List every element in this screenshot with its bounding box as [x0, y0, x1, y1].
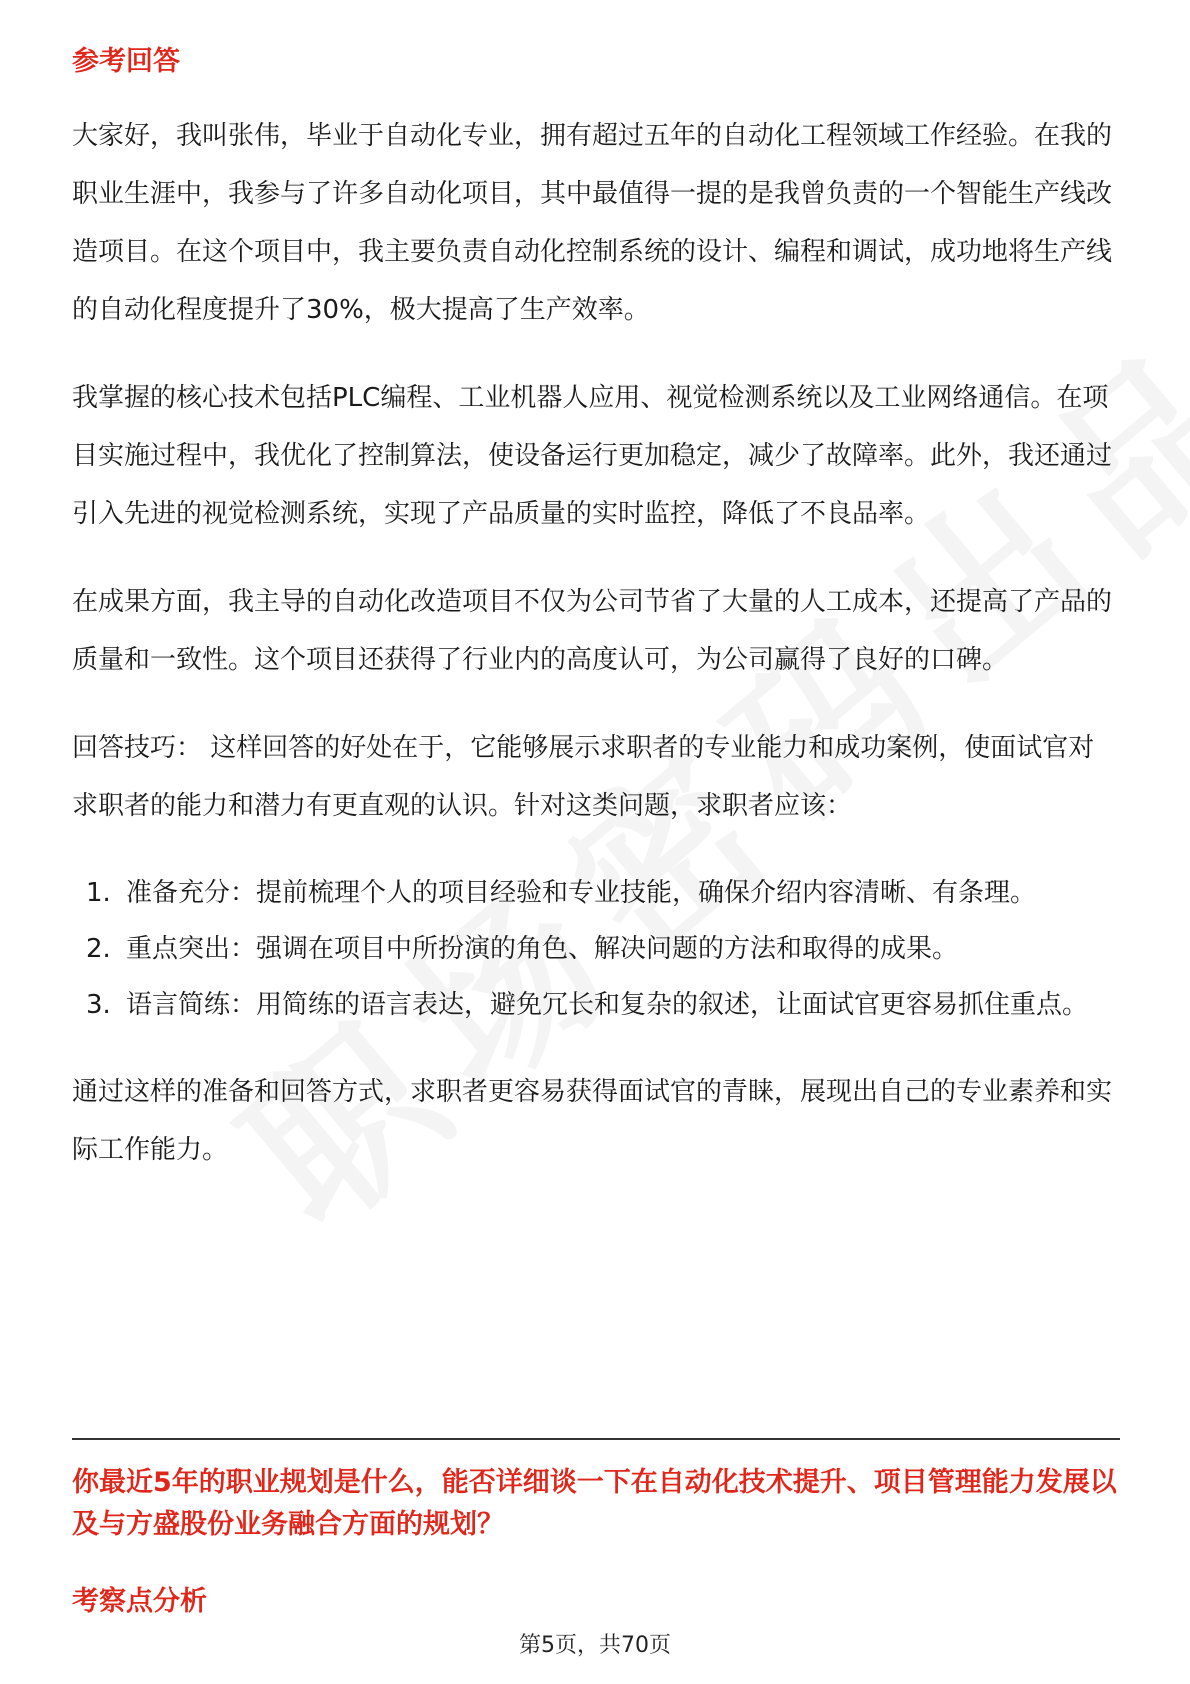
tips-list-item	[72, 977, 1120, 1033]
closing-paragraph: 通过这样的准备和回答方式，求职者更容易获得面试官的青睐，展现出自己的专业素养和实际工作能力。	[72, 1077, 1113, 1166]
tips-list-text: 重点突出：强调在项目中所扮演的角色、解决问题的方法和取得的成果。	[126, 934, 959, 965]
page-number-footer: 第5页，共70页	[519, 1633, 671, 1658]
next-question-heading: 你最近5年的职业规划是什么，能否详细谈一下在自动化技术提升、项目管理能力发展以及与方盛股份业务融合方面的规划？	[72, 1467, 1117, 1540]
tips-list-number: 2.	[86, 934, 111, 965]
section-divider	[72, 1438, 1120, 1440]
analysis-title: 考察点分析	[72, 1586, 207, 1617]
document-body	[72, 40, 1120, 1179]
answer-paragraph-2: 我掌握的核心技术包括PLC编程、工业机器人应用、视觉检测系统以及工业网络通信。在项目实施过程中，我优化了控制算法，使设备运行更加稳定，减少了故障率。此外，我还通过引入先进的视觉检测系统，实现了产品质量的实时监控，降低了不良品率。	[72, 383, 1113, 530]
tips-list	[72, 865, 1120, 1033]
tips-list-number: 1.	[86, 878, 111, 909]
answer-paragraph-1: 大家好，我叫张伟，毕业于自动化专业，拥有超过五年的自动化工程领域工作经验。在我的职业生涯中，我参与了许多自动化项目，其中最值得一提的是我曾负责的一个智能生产线改造项目。在这个项目中，我主要负责自动化控制系统的设计、编程和调试，成功地将生产线的自动化程度提升了30%，极大提高了生产效率。	[72, 121, 1113, 326]
answer-tips-intro: 回答技巧： 这样回答的好处在于，它能够展示求职者的专业能力和成功案例，使面试官对求职者的能力和潜力有更直观的认识。针对这类问题，求职者应该：	[72, 733, 1095, 822]
tips-list-text: 准备充分：提前梳理个人的项目经验和专业技能，确保介绍内容清晰、有条理。	[126, 878, 1037, 909]
section-title: 参考回答	[72, 46, 180, 77]
tips-list-text: 语言简练：用简练的语言表达，避免冗长和复杂的叙述，让面试官更容易抓住重点。	[126, 990, 1089, 1021]
tips-list-number: 3.	[86, 990, 111, 1021]
tips-list-item	[72, 865, 1120, 921]
tips-list-item	[72, 921, 1120, 977]
answer-paragraph-3: 在成果方面，我主导的自动化改造项目不仅为公司节省了大量的人工成本，还提高了产品的质量和一致性。这个项目还获得了行业内的高度认可，为公司赢得了良好的口碑。	[72, 587, 1113, 676]
